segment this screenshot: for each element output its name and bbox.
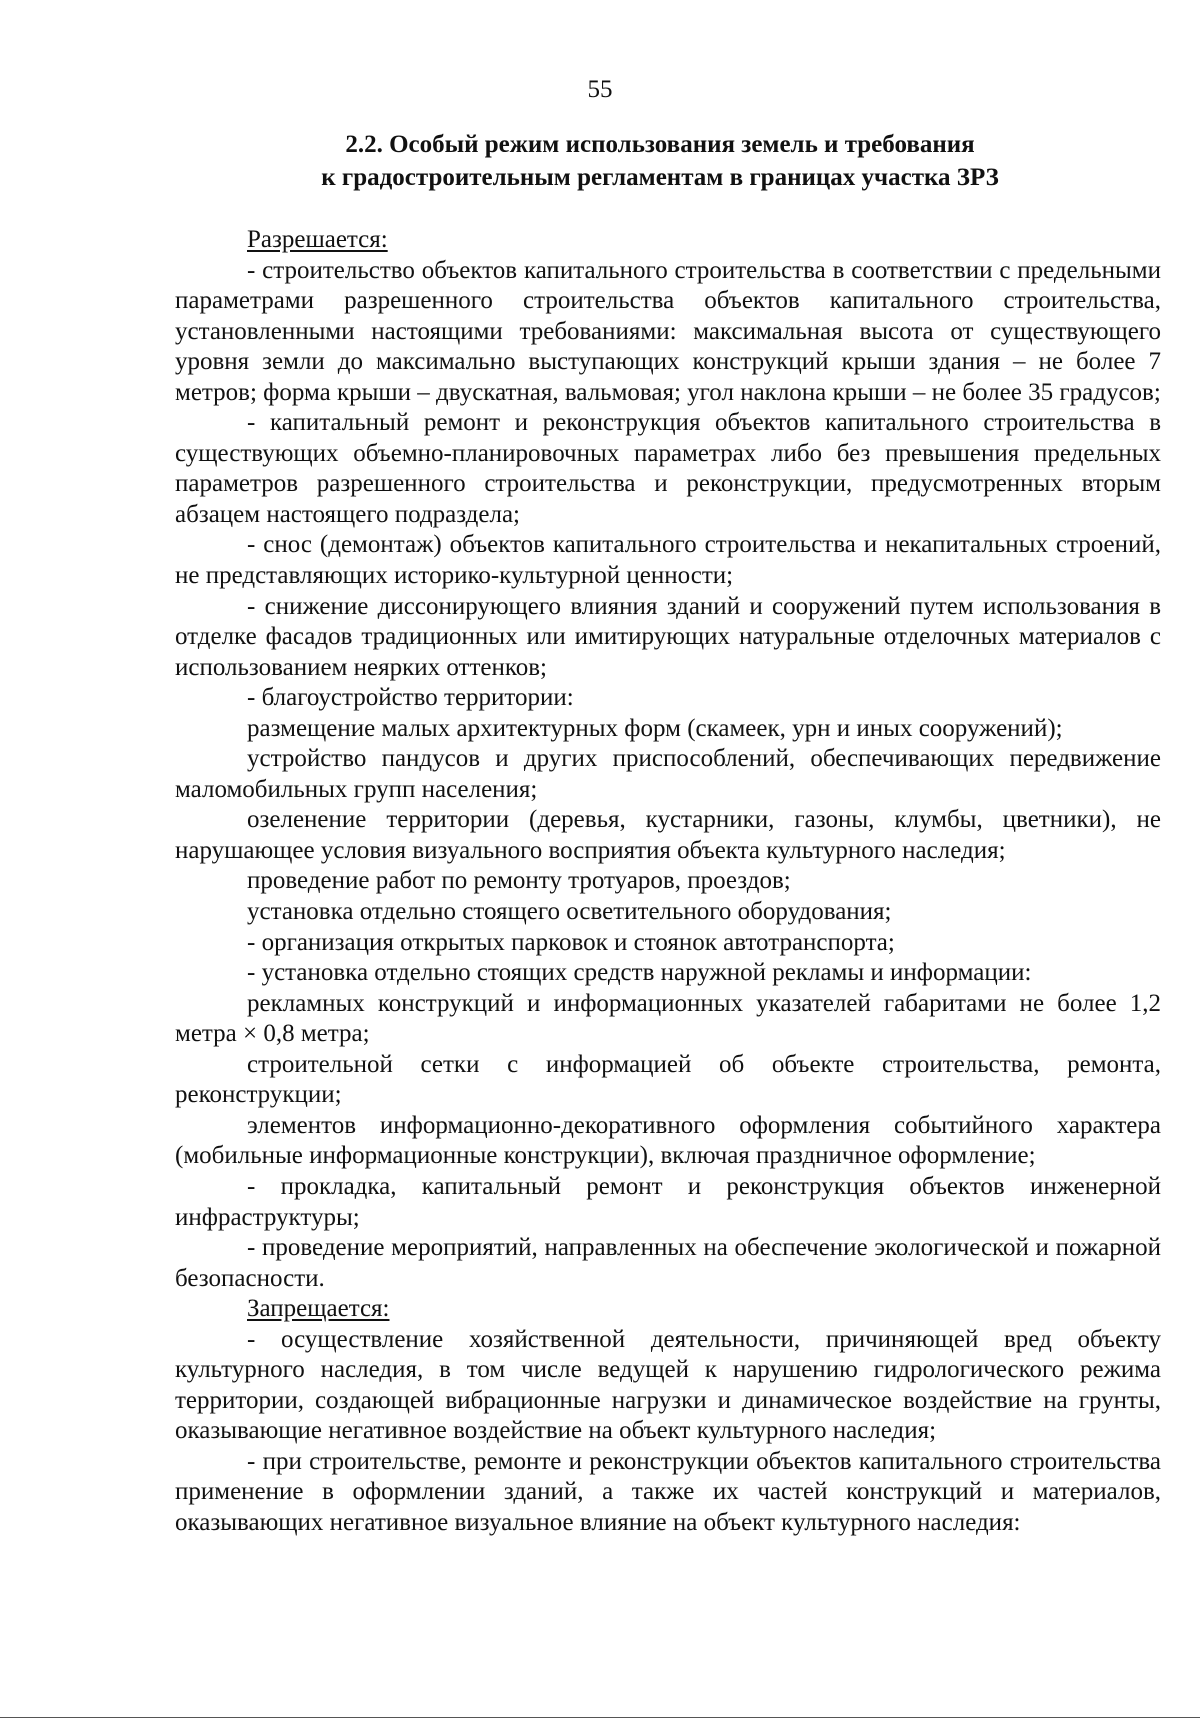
allowed-item: - благоустройство территории:	[247, 684, 574, 712]
document-body	[175, 225, 1161, 1539]
allowed-item: - установка отдельно стоящих средств наружной рекламы и информации:	[247, 959, 1032, 987]
allowed-label: Разрешается:	[247, 226, 388, 253]
allowed-item: - капитальный ремонт и реконструкция объектов капитального строительства в существующих объемно-планировочных параметрах либо без превышения предельных параметров разрешенного строительства и реконструкции, предусмотренных вторым абзацем настоящего подраздела;	[175, 409, 1161, 528]
allowed-item: устройство пандусов и других приспособлений, обеспечивающих передвижение маломобильных групп населения;	[175, 745, 1161, 803]
allowed-item: - снижение диссонирующего влияния зданий и сооружений путем использования в отделке фасадов традиционных или имитирующих натуральные отделочных материалов с использованием неярких оттенков;	[175, 592, 1161, 681]
section-heading-line-1: 2.2. Особый режим использования земель и требования	[345, 131, 975, 158]
allowed-item: - организация открытых парковок и стоянок автотранспорта;	[247, 928, 895, 956]
allowed-item: - строительство объектов капитального строительства в соответствии с предельными параметрами разрешенного строительства объектов капитального строительства, установленными настоящими требованиями: максимальная высота от существующего уровня земли до максимально выступающих конструкций крыши здания – не более 7 метров; форма крыши – двускатная, вальмовая; угол наклона крыши – не более 35 градусов;	[175, 256, 1161, 406]
section-heading-line-2: к градостроительным регламентам в границах участка ЗРЗ	[321, 164, 999, 191]
allowed-item: установка отдельно стоящего осветительного оборудования;	[247, 898, 892, 926]
allowed-item: рекламных конструкций и информационных указателей габаритами не более 1,2 метра × 0,8 метра;	[175, 989, 1161, 1048]
allowed-item: строительной сетки с информацией об объекте строительства, ремонта, реконструкции;	[175, 1050, 1161, 1109]
allowed-item: размещение малых архитектурных форм (скамеек, урн и иных сооружений);	[247, 714, 1063, 742]
allowed-item: - проведение мероприятий, направленных на обеспечение экологической и пожарной безопасности.	[175, 1234, 1161, 1292]
allowed-item: озеленение территории (деревья, кустарники, газоны, клумбы, цветники), не нарушающее условия визуального восприятия объекта культурного наследия;	[175, 806, 1161, 864]
allowed-item: проведение работ по ремонту тротуаров, проездов;	[247, 867, 791, 895]
prohibited-item: - осуществление хозяйственной деятельности, причиняющей вред объекту культурного наследия, в том числе ведущей к нарушению гидрологического режима территории, создающей вибрационные нагрузки и динамическое воздействие на грунты, оказывающие негативное воздействие на объект культурного наследия;	[175, 1325, 1161, 1445]
prohibited-label: Запрещается:	[247, 1295, 390, 1323]
page-bottom-rule	[0, 1717, 1200, 1718]
section-heading	[180, 128, 1140, 194]
prohibited-item: - при строительстве, ремонте и реконструкции объектов капитального строительства применение в оформлении зданий, а также их частей конструкций и материалов, оказывающих негативное визуальное влияние на объект культурного наследия:	[175, 1447, 1161, 1536]
allowed-item: - прокладка, капитальный ремонт и реконструкция объектов инженерной инфраструктуры;	[175, 1172, 1161, 1231]
page-number: 55	[587, 76, 613, 103]
allowed-item: элементов информационно-декоративного оформления событийного характера (мобильные информационные конструкции), включая праздничное оформление;	[175, 1111, 1161, 1170]
allowed-item: - снос (демонтаж) объектов капитального строительства и некапитальных строений, не представляющих историко-культурной ценности;	[175, 531, 1161, 590]
